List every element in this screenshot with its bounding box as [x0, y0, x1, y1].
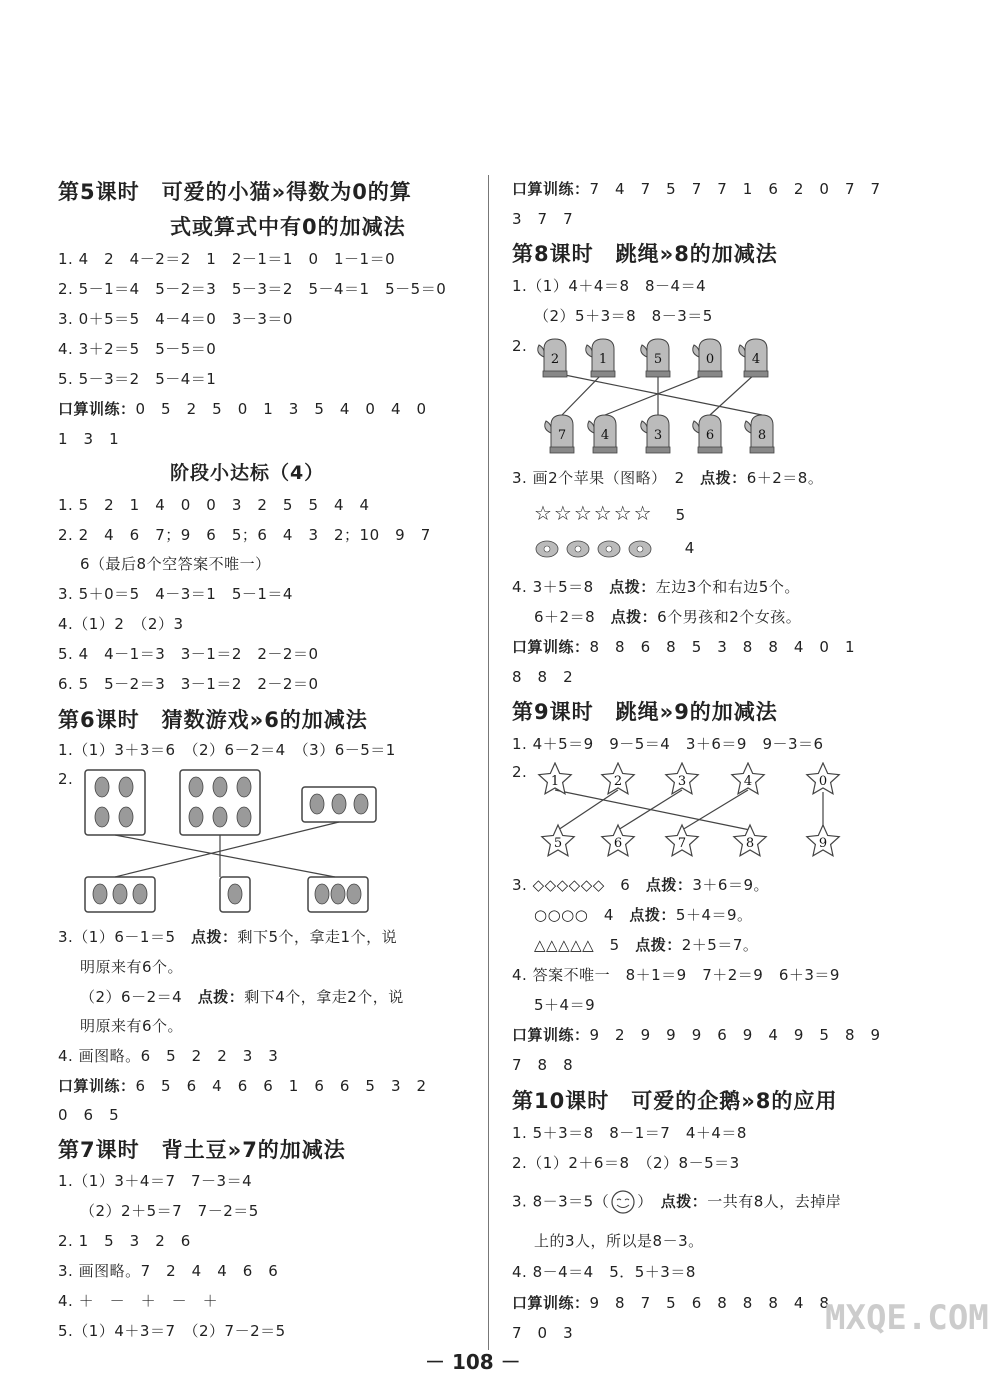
- mitten-icon: [586, 339, 615, 377]
- answer-line: 4. 3＋5＝8 点拨：左边3个和右边5个。: [512, 578, 800, 596]
- mitten-number: 3: [653, 428, 663, 443]
- star-number: 6: [613, 836, 623, 851]
- lesson10-title: 第10课时 可爱的企鹅»8的应用: [512, 1089, 838, 1113]
- answer-line: 6（最后8个空答案不唯一）: [80, 555, 271, 573]
- answer-line: 2.（1）2＋6＝8 （2）8－5＝3: [512, 1154, 740, 1172]
- mitten-number: 2: [550, 352, 560, 367]
- answer-line: 3. 5＋0＝5 4－3＝1 5－1＝4: [58, 585, 293, 603]
- answer-line: 5.（1）4＋3＝7 （2）7－2＝5: [58, 1322, 286, 1340]
- answer-line: 1. 5 2 1 4 0 0 3 2 5 5 4 4: [58, 496, 370, 514]
- answer-line: 4. 3＋2＝5 5－5＝0: [58, 340, 217, 358]
- star-icon: [734, 825, 766, 856]
- answer-line: 1. 4＋5＝9 9－5＝4 3＋6＝9 9－3＝6: [512, 735, 824, 753]
- oral-training-cont: 7 0 3: [512, 1324, 574, 1342]
- mitten-icon: [745, 415, 774, 453]
- answer-line: 3. 画图略。7 2 4 4 6 6: [58, 1262, 279, 1280]
- oral-training-cont: 8 8 2: [512, 668, 574, 686]
- answer-line: （2）2＋5＝7 7－2＝5: [80, 1202, 259, 1220]
- star-icon: [602, 763, 634, 794]
- answer-line: 明原来有6个。: [80, 958, 184, 976]
- star-row: ☆☆☆☆☆☆ 5: [534, 501, 688, 525]
- pineapple-matching-diagram: [80, 765, 400, 915]
- answer-line: 2. 5－1＝4 5－2＝3 5－3＝2 5－4＝1 5－5＝0: [58, 280, 447, 298]
- star-icon: [807, 763, 839, 794]
- star-number: 3: [677, 774, 687, 789]
- mitten-number: 4: [600, 428, 610, 443]
- oral-training: 口算训练：6 5 6 4 6 6 1 6 6 5 3 2: [58, 1077, 427, 1095]
- answer-line: ○○○○ 4 点拨：5＋4＝9。: [534, 906, 753, 924]
- mitten-icon: [641, 339, 670, 377]
- answer-line: 上的3人，所以是8－3。: [534, 1232, 704, 1250]
- flower-row: 4: [534, 537, 695, 560]
- answer-line: 4. 8－4＝4 5．5＋3＝8: [512, 1263, 696, 1281]
- answer-line: 4. 答案不唯一 8＋1＝9 7＋2＝9 6＋3＝9: [512, 966, 840, 984]
- answer-line: 5＋4＝9: [534, 996, 596, 1014]
- lesson6-title: 第6课时 猜数游戏»6的加减法: [58, 708, 368, 732]
- answer-line: 4. 画图略。6 5 2 2 3 3: [58, 1047, 279, 1065]
- answer-line: 3. 0＋5＝5 4－4＝0 3－3＝0: [58, 310, 293, 328]
- lesson5-title: 第5课时 可爱的小猫»得数为0的算: [58, 180, 412, 204]
- oral-training: 口算训练：0 5 2 5 0 1 3 5 4 0 4 0: [58, 400, 427, 418]
- star-number: 9: [818, 836, 828, 851]
- star-matching-diagram: [530, 762, 850, 862]
- answer-line: 1. 4 2 4－2＝2 1 2－1＝1 0 1－1＝0: [58, 250, 396, 268]
- answer-line: 6. 5 5－2＝3 3－1＝2 2－2＝0: [58, 675, 319, 693]
- star-icon: [666, 763, 698, 794]
- answer-line: 2. 2 4 6 7；9 6 5；6 4 3 2；10 9 7: [58, 526, 431, 544]
- oral-training: 口算训练：8 8 6 8 5 3 8 8 4 0 1: [512, 638, 855, 656]
- mitten-number: 8: [757, 428, 767, 443]
- answer-line: 3. 画2个苹果（图略） 2 点拨：6＋2＝8。: [512, 469, 824, 487]
- answer-line: 1. 5＋3＝8 8－1＝7 4＋4＝8: [512, 1124, 747, 1142]
- mitten-icon: [545, 415, 574, 453]
- mitten-icon: [538, 339, 567, 377]
- watermark-logo: MXQE.COM: [825, 1298, 989, 1338]
- answer-line: 1.（1）4＋4＝8 8－4＝4: [512, 277, 707, 295]
- star-number: 2: [613, 774, 623, 789]
- star-icon: [602, 825, 634, 856]
- answer-line: 2.: [512, 763, 528, 781]
- mitten-number: 1: [598, 352, 608, 367]
- star-icon: [666, 825, 698, 856]
- star-top-row: [539, 763, 839, 794]
- smiley-face-icon: [609, 1190, 637, 1214]
- mitten-top-row: [538, 339, 768, 377]
- answer-line: 3.（1）6－1＝5 点拨：剩下5个，拿走1个，说: [58, 928, 398, 946]
- column-divider: [488, 175, 489, 1350]
- oral-training-cont: 0 6 5: [58, 1106, 120, 1124]
- star-number: 7: [677, 836, 687, 851]
- answer-line: 4. ＋ － ＋ － ＋: [58, 1292, 219, 1310]
- mitten-icon: [739, 339, 768, 377]
- answer-line: 2. 1 5 3 2 6: [58, 1232, 191, 1250]
- mitten-icon: [693, 339, 722, 377]
- star-number: 4: [743, 774, 753, 789]
- oral-training: 口算训练：9 8 7 5 6 8 8 8 4 8: [512, 1294, 830, 1312]
- star-bottom-row: [542, 825, 839, 856]
- mitten-number: 4: [751, 352, 761, 367]
- answer-line: 3. ◇◇◇◇◇◇ 6 点拨：3＋6＝9。: [512, 876, 769, 894]
- oral-training: 口算训练：9 2 9 9 9 6 9 4 9 5 8 9: [512, 1026, 881, 1044]
- mitten-number: 7: [557, 428, 567, 443]
- answer-line: 2.: [58, 770, 74, 788]
- oral-training-cont: 7 8 8: [512, 1056, 574, 1074]
- mitten-icon: [693, 415, 722, 453]
- star-number: 1: [550, 774, 560, 789]
- lesson9-title: 第9课时 跳绳»9的加减法: [512, 700, 778, 724]
- answer-line: 5. 4 4－1＝3 3－1＝2 2－2＝0: [58, 645, 319, 663]
- mitten-number: 5: [653, 352, 663, 367]
- mitten-icon: [588, 415, 617, 453]
- star-icon: [807, 825, 839, 856]
- flower-icons: [534, 538, 664, 560]
- answer-line: 6＋2＝8 点拨：6个男孩和2个女孩。: [534, 608, 802, 626]
- answer-line: 3. 8－3＝5（ ） 点拨：一共有8人，去掉岸: [512, 1190, 841, 1214]
- mitten-icon: [641, 415, 670, 453]
- lesson5-title-cont: 式或算式中有0的加减法: [170, 215, 406, 239]
- stage-title: 阶段小达标（4）: [170, 462, 325, 484]
- lesson7-title: 第7课时 背土豆»7的加减法: [58, 1138, 346, 1162]
- answer-line: 明原来有6个。: [80, 1017, 184, 1035]
- lesson8-title: 第8课时 跳绳»8的加减法: [512, 242, 778, 266]
- answer-line: △△△△△ 5 点拨：2＋5＝7。: [534, 936, 759, 954]
- mitten-matching-diagram: [530, 335, 790, 460]
- answer-line: （2）6－2＝4 点拨：剩下4个，拿走2个，说: [80, 988, 404, 1006]
- answer-line: 5. 5－3＝2 5－4＝1: [58, 370, 217, 388]
- mitten-number: 6: [705, 428, 715, 443]
- mitten-number: 0: [705, 352, 715, 367]
- oral-training-cont: 1 3 1: [58, 430, 120, 448]
- star-icon: [732, 763, 764, 794]
- answer-line: （2）5＋3＝8 8－3＝5: [534, 307, 713, 325]
- oral-training: 口算训练：7 4 7 5 7 7 1 6 2 0 7 7: [512, 180, 881, 198]
- star-icon: [539, 763, 571, 794]
- page-number: － 108 －: [425, 1350, 521, 1374]
- star-number: 5: [553, 836, 563, 851]
- star-icon: [542, 825, 574, 856]
- mitten-bottom-row: [545, 415, 774, 453]
- star-number: 0: [818, 774, 828, 789]
- answer-line: 2.: [512, 337, 528, 355]
- answer-line: 1.（1）3＋4＝7 7－3＝4: [58, 1172, 253, 1190]
- answer-line: 4.（1）2 （2）3: [58, 615, 184, 633]
- answer-line: 1.（1）3＋3＝6 （2）6－2＝4 （3）6－5＝1: [58, 741, 396, 759]
- star-number: 8: [745, 836, 755, 851]
- oral-training-cont: 3 7 7: [512, 210, 574, 228]
